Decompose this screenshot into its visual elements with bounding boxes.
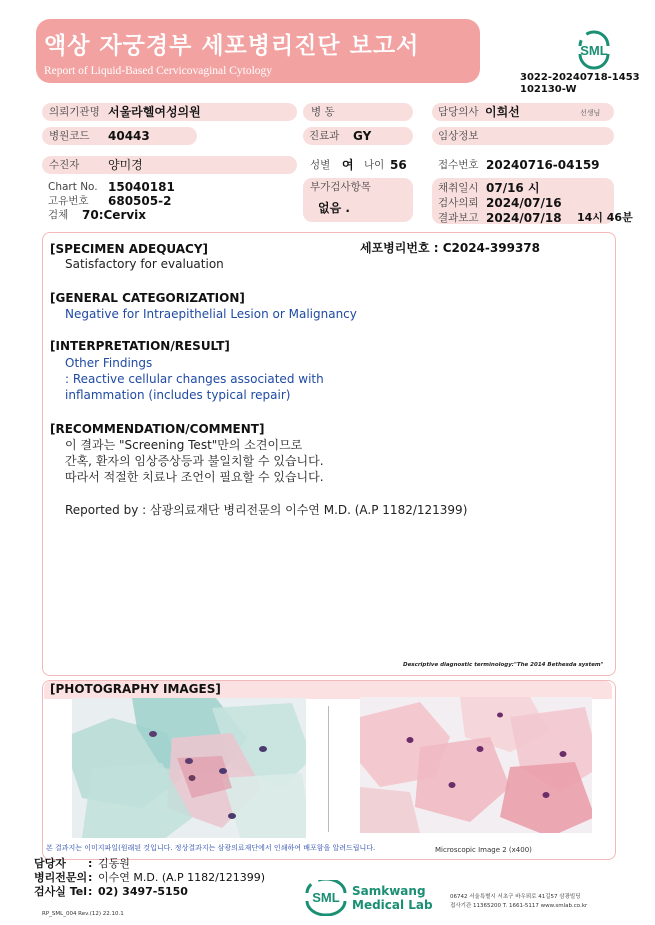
adequacy-text: Satisfactory for evaluation <box>65 257 224 271</box>
specimen-value: 70:Cervix <box>82 208 147 222</box>
collect-label: 채취일시 <box>438 182 479 194</box>
interpretation-line-2: : Reactive cellular changes associated with <box>65 372 324 386</box>
recommendation-line-1: 이 결과는 "Screening Test"만의 소견이므로 <box>65 438 303 452</box>
report-title-english: Report of Liquid-Based Cervicovaginal Cytology <box>44 65 273 77</box>
lab-address: 06742 서울특별시 서초구 바우뫼로 41길57 삼광빌딩 접사기관 11365200 T. 1661-5117 www.smlab.co.kr <box>450 894 588 909</box>
patient-pill <box>42 156 297 174</box>
manager-label: 담당자 <box>34 857 66 870</box>
institution-label: 의뢰기관명 <box>49 106 100 118</box>
id-label: 고유번호 <box>48 195 89 207</box>
doctor-label: 담당의사 <box>438 106 479 118</box>
request-value: 2024/07/16 <box>486 196 562 210</box>
manager-value: 김동원 <box>98 857 130 870</box>
id-value: 680505-2 <box>108 194 172 208</box>
age-value: 56 <box>390 158 407 172</box>
chart-label: Chart No. <box>48 181 98 193</box>
terminology-note: Descriptive diagnostic terminology:"The 2014 Bethesda system" <box>403 662 604 668</box>
patient-value: 양미경 <box>108 158 143 172</box>
extra-test-label: 부가검사항목 <box>310 181 371 193</box>
recommendation-line-2: 간혹, 환자의 임상증상등과 불일치할 수 있습니다. <box>65 454 324 468</box>
doctor-suffix: 선생님 <box>580 109 601 117</box>
hospital-code-value: 40443 <box>108 129 150 143</box>
request-label: 검사의뢰 <box>438 197 479 209</box>
lab-name: Samkwang Medical Lab <box>352 884 433 912</box>
hospital-code-label: 병원코드 <box>49 130 90 142</box>
ward-label: 병 동 <box>311 106 335 118</box>
interpretation-line-3: inflammation (includes typical repair) <box>65 388 291 402</box>
image-2-caption: Microscopic Image 2 (x400) <box>435 846 532 854</box>
clinical-label: 임상정보 <box>438 130 479 142</box>
reported-by: Reported by : 삼광의료재단 병리전문의 이수연 M.D. (A.P 1182/121399) <box>65 503 468 517</box>
interpretation-title: [INTERPRETATION/RESULT] <box>50 339 230 353</box>
microscopic-image-1 <box>72 698 306 838</box>
collect-value: 07/16 시 <box>486 181 540 195</box>
interpretation-line-1: Other Findings <box>65 356 153 370</box>
report-time-value: 14시 46분 <box>577 211 633 224</box>
age-label: 나이 <box>364 159 385 171</box>
receipt-value: 20240716-04159 <box>486 158 600 172</box>
patient-label: 수진자 <box>49 159 80 171</box>
sml-logo <box>574 30 614 70</box>
specimen-label: 검체 <box>48 209 69 221</box>
report-date-value: 2024/07/18 <box>486 211 562 225</box>
samkwang-logo-icon <box>303 880 349 916</box>
form-code: RP_SML_004 Rev.(12) 22.10.1 <box>42 911 124 917</box>
recommendation-title: [RECOMMENDATION/COMMENT] <box>50 422 265 436</box>
svg-text:SML: SML <box>312 890 340 905</box>
chart-value: 15040181 <box>108 180 175 194</box>
pathologist-value: 이수연 M.D. (A.P 1182/121399) <box>98 871 266 884</box>
microscopic-image-2 <box>360 697 592 833</box>
tel-value: 02) 3497-5150 <box>98 885 188 898</box>
cytology-number: 세포병리번호 : C2024-399378 <box>360 241 540 255</box>
institution-value: 서울라헬여성의원 <box>108 105 201 119</box>
report-header-banner <box>36 19 480 83</box>
sex-label: 성별 <box>310 159 331 171</box>
image-divider <box>328 706 329 832</box>
sex-value: 여 <box>342 158 354 172</box>
receipt-label: 접수번호 <box>438 159 479 171</box>
report-title-korean: 액상 자궁경부 세포병리진단 보고서 <box>44 33 420 59</box>
tel-label: 검사실 Tel <box>34 885 87 898</box>
pathologist-label: 병리전문의 <box>34 871 88 884</box>
recommendation-line-3: 따라서 적절한 치료나 조언이 필요할 수 있습니다. <box>65 470 324 484</box>
general-title: [GENERAL CATEGORIZATION] <box>50 291 245 305</box>
extra-test-value: 없음 . <box>318 201 350 215</box>
image-notice: 본 결과지는 이미지파일(원래된 것입니다. 정상결과지는 삼광의료재단에서 인쇄하여 배포함을 알려드립니다. <box>46 844 376 852</box>
dept-label: 진료과 <box>309 130 340 142</box>
svg-text:SML: SML <box>580 43 608 58</box>
photo-title: [PHOTOGRAPHY IMAGES] <box>50 682 221 696</box>
doctor-value: 이희선 <box>485 105 520 119</box>
report-reference-number: 3022-20240718-1453 102130-W <box>520 72 640 95</box>
general-text: Negative for Intraepithelial Lesion or Malignancy <box>65 307 357 321</box>
dept-value: GY <box>353 129 372 143</box>
report-date-label: 결과보고 <box>438 212 479 224</box>
adequacy-title: [SPECIMEN ADEQUACY] <box>50 242 209 256</box>
